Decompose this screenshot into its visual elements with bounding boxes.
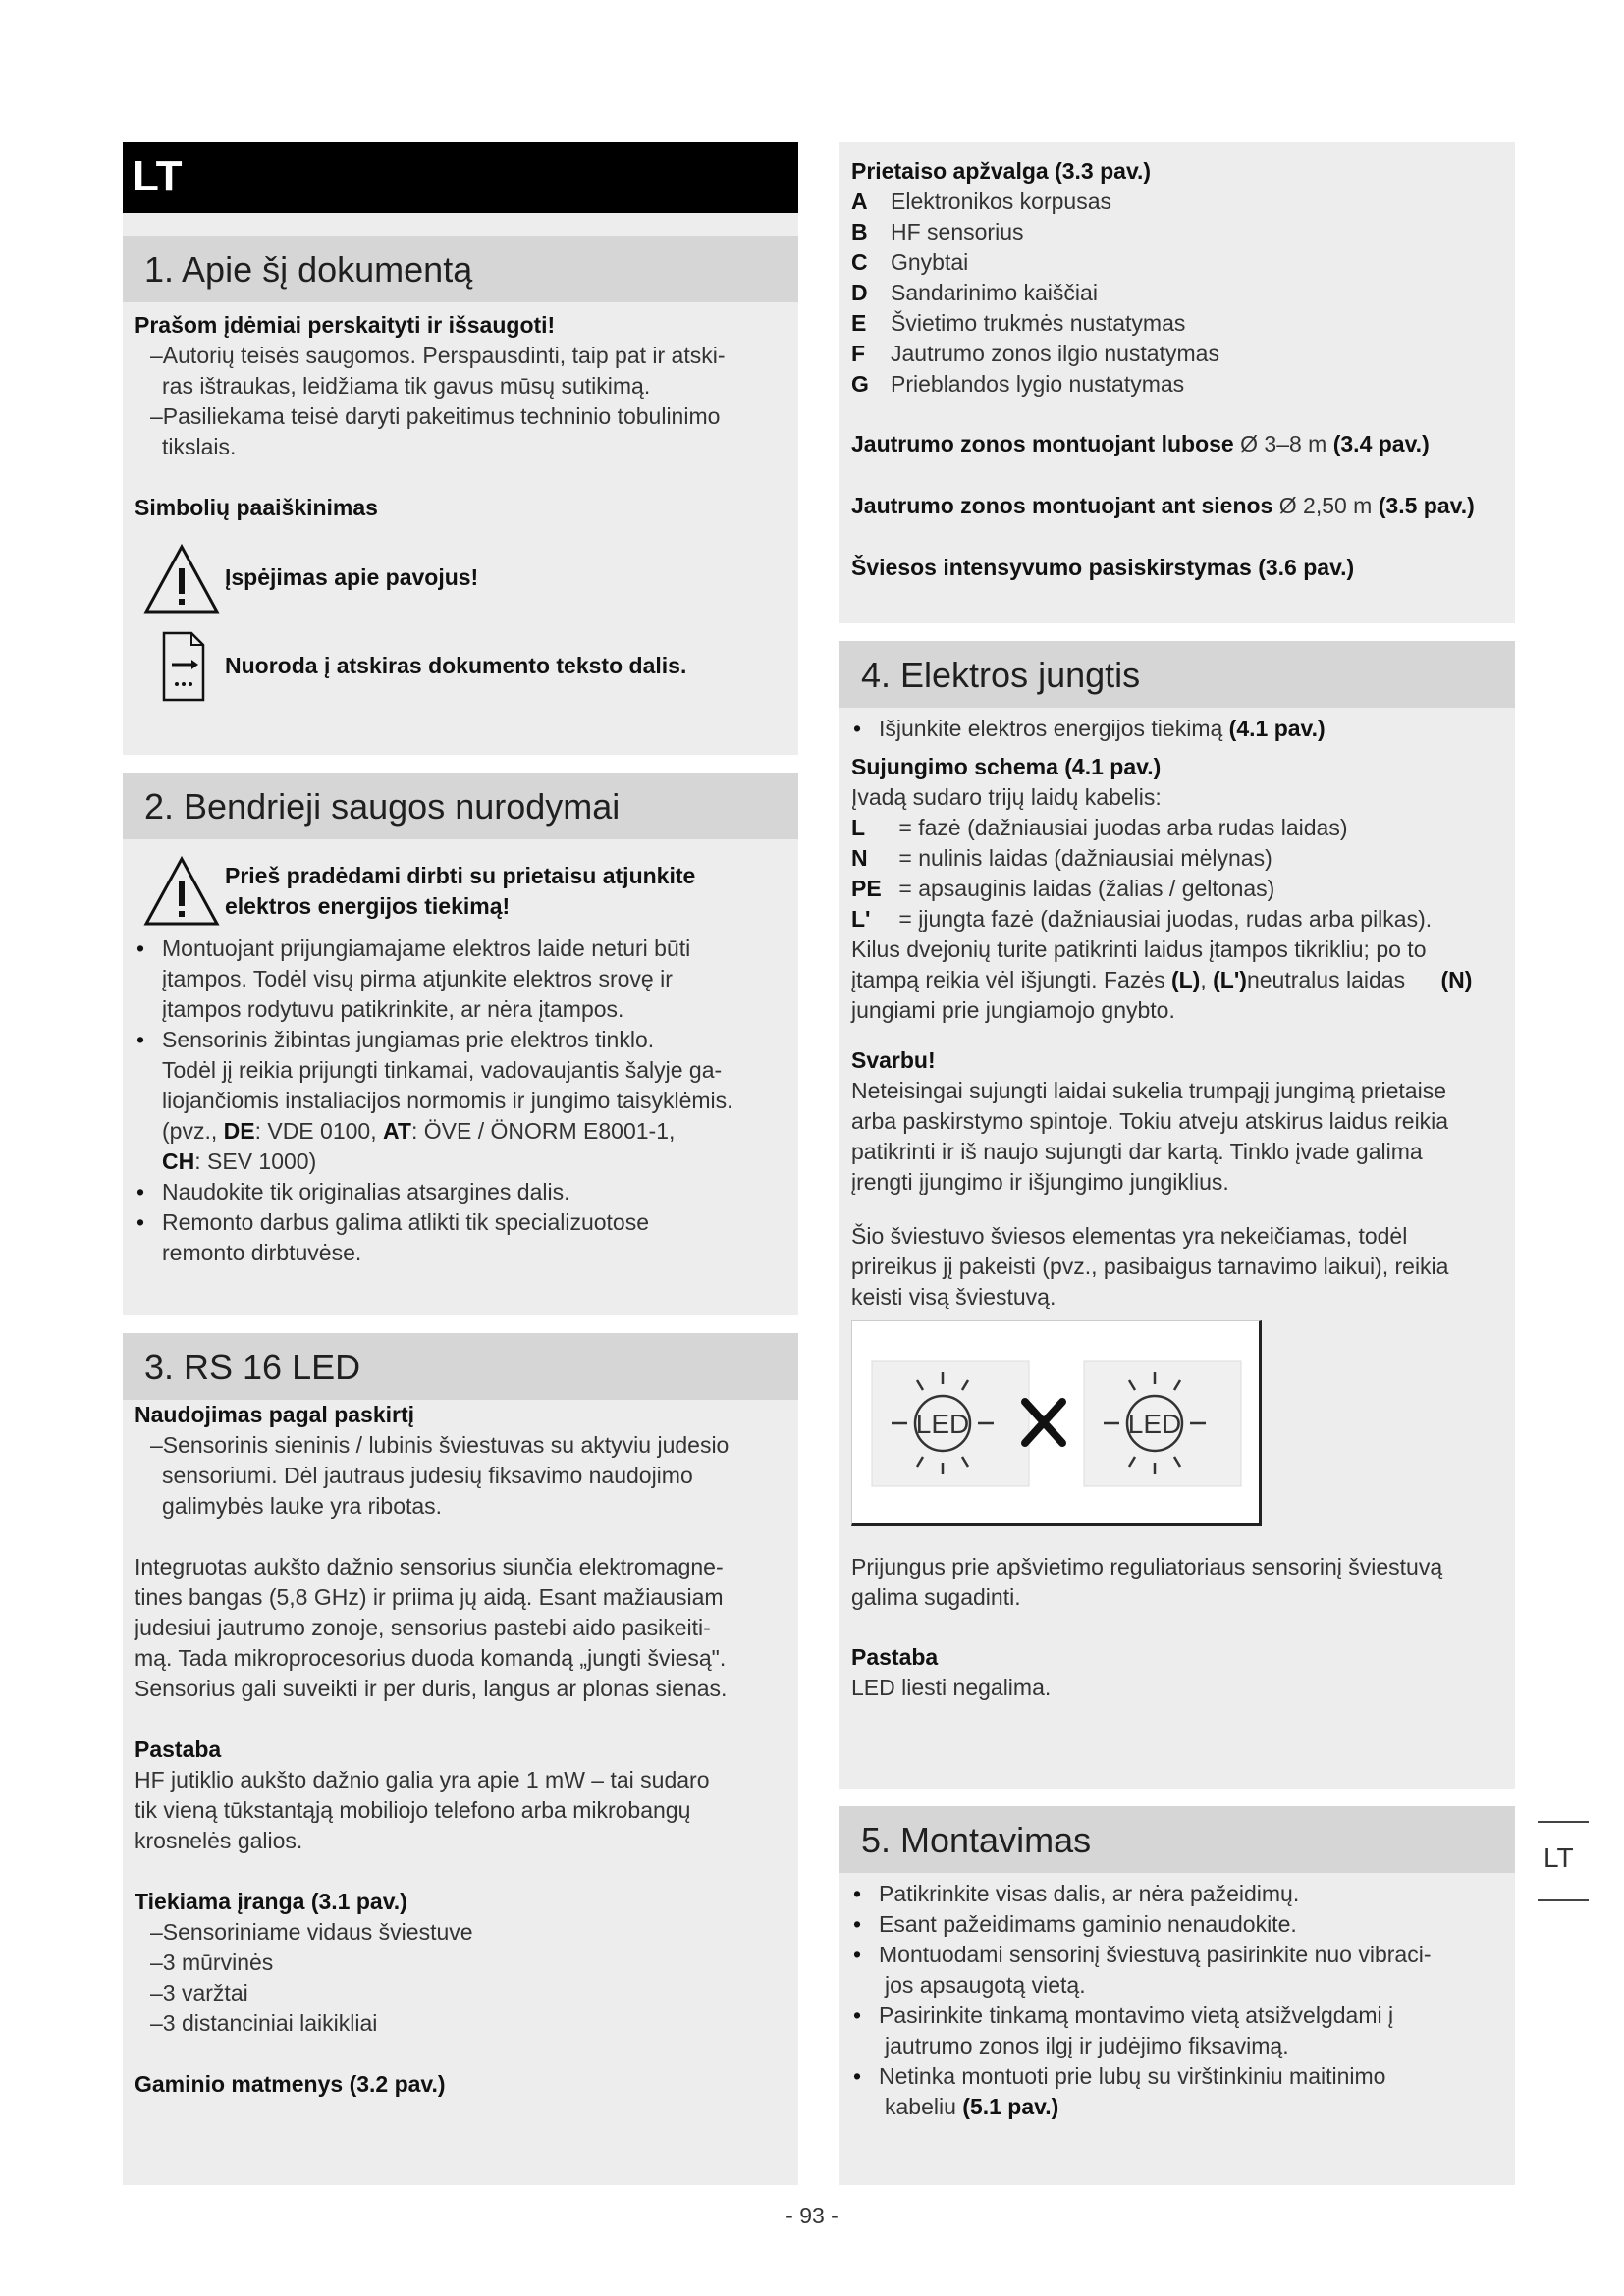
supply-item-3: –3 varžtai [150,1980,248,2005]
side-language-tab [1538,1821,1589,1901]
section-rs16led [123,1333,798,2185]
hf-sensor-line-3: judesiui jautrumo zonoje, sensorius pastebi aido pasikeiti- [135,1615,711,1640]
overview-item-c: C Gnybtai [851,249,969,275]
mount-bullet-4-line-2: jautrumo zonos ilgį ir judėjimo fiksavimą. [885,2033,1289,2058]
light-distribution-text: Šviesos intensyvumo pasiskirstymas (3.6 pav.) [851,555,1355,580]
copyright-line-1: –Autorių teisės saugomos. Perspausdinti, taip pat ir atski- [150,343,726,368]
language-label: LT [133,152,183,200]
hf-sensor-line-4: mą. Tada mikroprocesorius duoda komandą „jungti šviesą". [135,1645,727,1671]
safety-bullet-2-line-3: liojančiomis instaliacijos normomis ir jungimo taisyklėmis. [162,1088,733,1113]
mount-bullet-2: • Esant pažeidimams gaminio nenaudokite. [851,1909,1503,1940]
rights-line-2: tikslais. [162,434,237,459]
supply-item-1: –Sensoriniame vidaus šviestuve [150,1919,473,1945]
supply-item-4: –3 distanciniai laikikliai [150,2010,378,2036]
doubt-line-2: įtampą reikia vėl išjungti. Fazės (L), (L')neutralus laidas (N) [851,967,1473,992]
important-title: Svarbu! [851,1047,936,1073]
supply-item-2: –3 mūrvinės [150,1949,274,1975]
safety-standards-ch: CH: SEV 1000) [162,1148,317,1174]
cross-icon [1025,1402,1062,1443]
led-label-left: LED [915,1409,970,1439]
document-reference-icon [142,629,221,706]
switch-off-bullet: • Išjunkite elektros energijos tiekimą (4.1 pav.) [851,714,1503,744]
section-4-title: 4. Elektros jungtis [861,655,1141,695]
overview-title: Prietaiso apžvalga (3.3 pav.) [851,158,1152,184]
symbols-title: Simbolių paaiškinimas [135,495,378,520]
mount-bullet-4-line-1: • Pasirinkite tinkamą montavimo vietą atsižvelgdami į [851,2001,1503,2031]
section-3-title: 3. RS 16 LED [144,1347,361,1387]
section-5-title: 5. Montavimas [861,1820,1092,1860]
wire-l-prime: L' = įjungta fazė (dažniausiai juodas, rudas arba pilkas). [851,906,1433,932]
hf-sensor-line-5: Sensorius gali suveikti ir per duris, langus ar plonas sienas. [135,1676,728,1701]
ceiling-range-text: Jautrumo zonos montuojant lubose Ø 3–8 m (3.4 pav.) [851,431,1430,456]
dimmer-warning-line-1: Prijungus prie apšvietimo reguliatoriaus sensorinį šviestuvą [851,1554,1443,1579]
led-label-right: LED [1127,1409,1182,1439]
section-general-safety [123,773,798,1315]
led-replace-line-1: Šio šviestuvo šviesos elementas yra nekeičiamas, todėl [851,1223,1408,1249]
intended-use-line-2: sensoriumi. Dėl jautraus judesių fiksavimo naudojimo [162,1463,693,1488]
dimensions-title: Gaminio matmenys (3.2 pav.) [135,2071,446,2097]
wire-pe: PE = apsauginis laidas (žalias / geltonas) [851,876,1275,901]
wall-range-text: Jautrumo zonos montuojant ant sienos Ø 2,50 m (3.5 pav.) [851,493,1475,518]
section-2-header [123,773,798,839]
warning-triangle-icon [142,541,221,617]
warning-triangle-icon [142,853,221,930]
led-replace-line-3: keisti visą šviestuvą. [851,1284,1056,1309]
mount-bullet-3-line-2: jos apsaugotą vietą. [885,1972,1086,1998]
led-replace-line-2: prireikus jį pakeisti (pvz., pasibaigus tarnavimo laikui), reikia [851,1254,1449,1279]
symbol-warning-row [135,541,786,621]
section-3-header [123,1333,798,1400]
note-line-3: krosnelės galios. [135,1828,303,1853]
important-line-2: arba paskirstymo spintoje. Tokiu atveju atskirus laidus reikia [851,1108,1449,1134]
led-dimmer-illustration [852,1321,1259,1523]
dimmer-warning-line-2: galima sugadinti. [851,1584,1021,1610]
intended-use-line-1: –Sensorinis sieninis / lubinis šviestuvas su aktyviu judesio [150,1432,730,1458]
important-line-3: patikrinti ir iš naujo sujungti dar kartą. Tinklo įvade galima [851,1139,1423,1164]
important-line-1: Neteisingai sujungti laidai sukelia trumpąjį jungimą prietaise [851,1078,1446,1103]
safety-bullet-4-line-2: remonto dirbtuvėse. [162,1240,362,1265]
symbol-reference-row [135,629,786,710]
rights-line-1: –Pasiliekama teisė daryti pakeitimus techninio tobulinimo [150,403,721,429]
overview-item-b: B HF sensorius [851,219,1024,244]
copyright-line-2: ras ištraukas, leidžiama tik gavus mūsų sutikimą. [162,373,651,399]
doubt-line-1: Kilus dvejonių turite patikrinti laidus įtampos tikrikliu; po to [851,936,1427,962]
safety-bullet-1-line-3: įtampos rodytuvu patikrinkite, ar nėra įtampos. [162,996,624,1022]
section-overview [839,142,1515,623]
safety-bullet-1-line-1: • Montuojant prijungiamajame elektros laide neturi būti [135,934,786,964]
reference-symbol-label: Nuoroda į atskiras dokumento teksto dalis. [225,653,687,678]
mount-bullet-3-line-1: • Montuodami sensorinį šviestuvą pasirinkite nuo vibraci- [851,1940,1503,1970]
overview-item-e: E Švietimo trukmės nustatymas [851,310,1186,336]
hf-sensor-line-2: tines bangas (5,8 GHz) ir priima jų aidą. Esant mažiausiam [135,1584,724,1610]
read-carefully-text: Prašom įdėmiai perskaityti ir išsaugoti! [135,312,556,338]
wire-n: N = nulinis laidas (dažniausiai mėlynas) [851,845,1272,871]
safety-warning-row [135,853,786,934]
led-note-title: Pastaba [851,1644,939,1670]
safety-bullet-2-line-1: • Sensorinis žibintas jungiamas prie elektros tinklo. [135,1025,786,1055]
overview-item-f: F Jautrumo zonos ilgio nustatymas [851,341,1219,366]
wiring-schema-intro: Įvadą sudaro trijų laidų kabelis: [851,784,1162,810]
note-line-1: HF jutiklio aukšto dažnio galia yra apie 1 mW – tai sudaro [135,1767,710,1792]
important-line-4: įrengti įjungimo ir išjungimo jungiklius. [851,1169,1229,1195]
section-2-title: 2. Bendrieji saugos nurodymai [144,786,621,827]
note-line-2: tik vieną tūkstantąją mobiliojo telefono arba mikrobangų [135,1797,691,1823]
section-1-title: 1. Apie šį dokumentą [144,249,473,290]
led-note-text: LED liesti negalima. [851,1675,1052,1700]
section-1-header [123,236,798,302]
note-title: Pastaba [135,1736,222,1762]
warning-symbol-label: Įspėjimas apie pavojus! [225,564,479,590]
safety-bullet-3: • Naudokite tik originalias atsargines dalis. [135,1177,786,1207]
mount-bullet-5-line-2: kabeliu (5.1 pav.) [885,2094,1059,2119]
page-number: - 93 - [785,2203,839,2228]
mount-bullet-1: • Patikrinkite visas dalis, ar nėra pažeidimų. [851,1879,1503,1909]
section-electrical-connection [839,641,1515,1789]
section-mounting [839,1806,1515,2185]
section-about-document [123,142,798,755]
overview-item-g: G Prieblandos lygio nustatymas [851,371,1185,397]
side-language-label: LT [1543,1842,1574,1873]
wiring-schema-title: Sujungimo schema (4.1 pav.) [851,754,1162,779]
supply-title: Tiekiama įranga (3.1 pav.) [135,1889,407,1914]
overview-item-a: A Elektronikos korpusas [851,188,1111,214]
safety-bullet-4-line-1: • Remonto darbus galima atlikti tik specializuotose [135,1207,786,1238]
intended-use-title: Naudojimas pagal paskirtį [135,1402,415,1427]
safety-bullet-1-line-2: įtampos. Todėl visų pirma atjunkite elektros srovę ir [162,966,673,991]
intended-use-line-3: galimybės lauke yra ribotas. [162,1493,443,1519]
wire-l: L = fazė (dažniausiai juodas arba rudas laidas) [851,815,1348,840]
safety-standards-line: (pvz., DE: VDE 0100, AT: ÖVE / ÖNORM E8001-1, [162,1118,676,1144]
safety-bullet-2-line-2: Todėl jį reikia prijungti tinkamai, vadovaujantis šalyje ga- [162,1057,723,1083]
mount-bullet-5-line-1: • Netinka montuoti prie lubų su virštinkiniu maitinimo [851,2061,1503,2092]
language-bar [123,142,798,213]
safety-warning-line-2: elektros energijos tiekimą! [225,893,511,919]
section-5-header [839,1806,1515,1873]
doubt-line-3: jungiami prie jungiamojo gnybto. [851,997,1175,1023]
overview-item-d: D Sandarinimo kaiščiai [851,280,1098,305]
hf-sensor-line-1: Integruotas aukšto dažnio sensorius siunčia elektromagne- [135,1554,724,1579]
safety-warning-line-1: Prieš pradėdami dirbti su prietaisu atjunkite [225,863,696,888]
section-4-header [839,641,1515,708]
led-dimmer-figure [851,1320,1262,1526]
